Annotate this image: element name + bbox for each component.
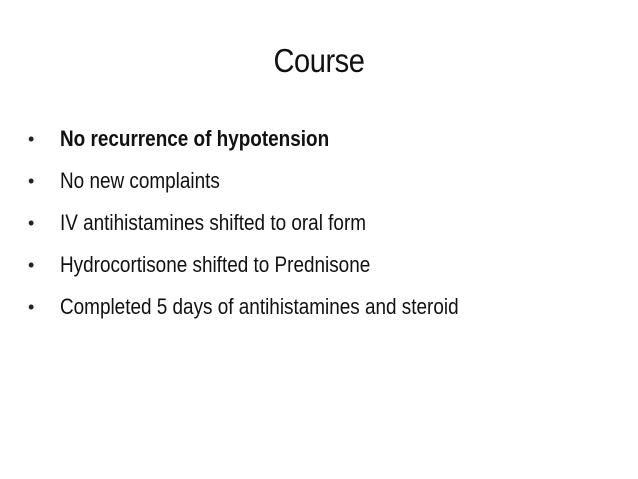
bullet-text: IV antihistamines shifted to oral form [60, 210, 367, 235]
bullet-text: No recurrence of hypotension [60, 126, 330, 151]
bullet-text: No new complaints [60, 168, 220, 193]
bullet-item [28, 202, 523, 244]
bullet-icon: • [28, 255, 35, 275]
bullet-list [28, 118, 523, 328]
bullet-text: Hydrocortisone shifted to Prednisone [60, 252, 371, 277]
bullet-item [28, 286, 523, 328]
bullet-icon: • [28, 213, 35, 233]
bullet-icon: • [28, 129, 35, 149]
bullet-icon: • [28, 171, 35, 191]
bullet-text: Completed 5 days of antihistamines and steroid [60, 294, 459, 319]
bullet-item [28, 160, 523, 202]
bullet-item [28, 118, 523, 160]
slide-title: Course [273, 42, 365, 79]
bullet-item [28, 244, 523, 286]
bullet-icon: • [28, 297, 35, 317]
